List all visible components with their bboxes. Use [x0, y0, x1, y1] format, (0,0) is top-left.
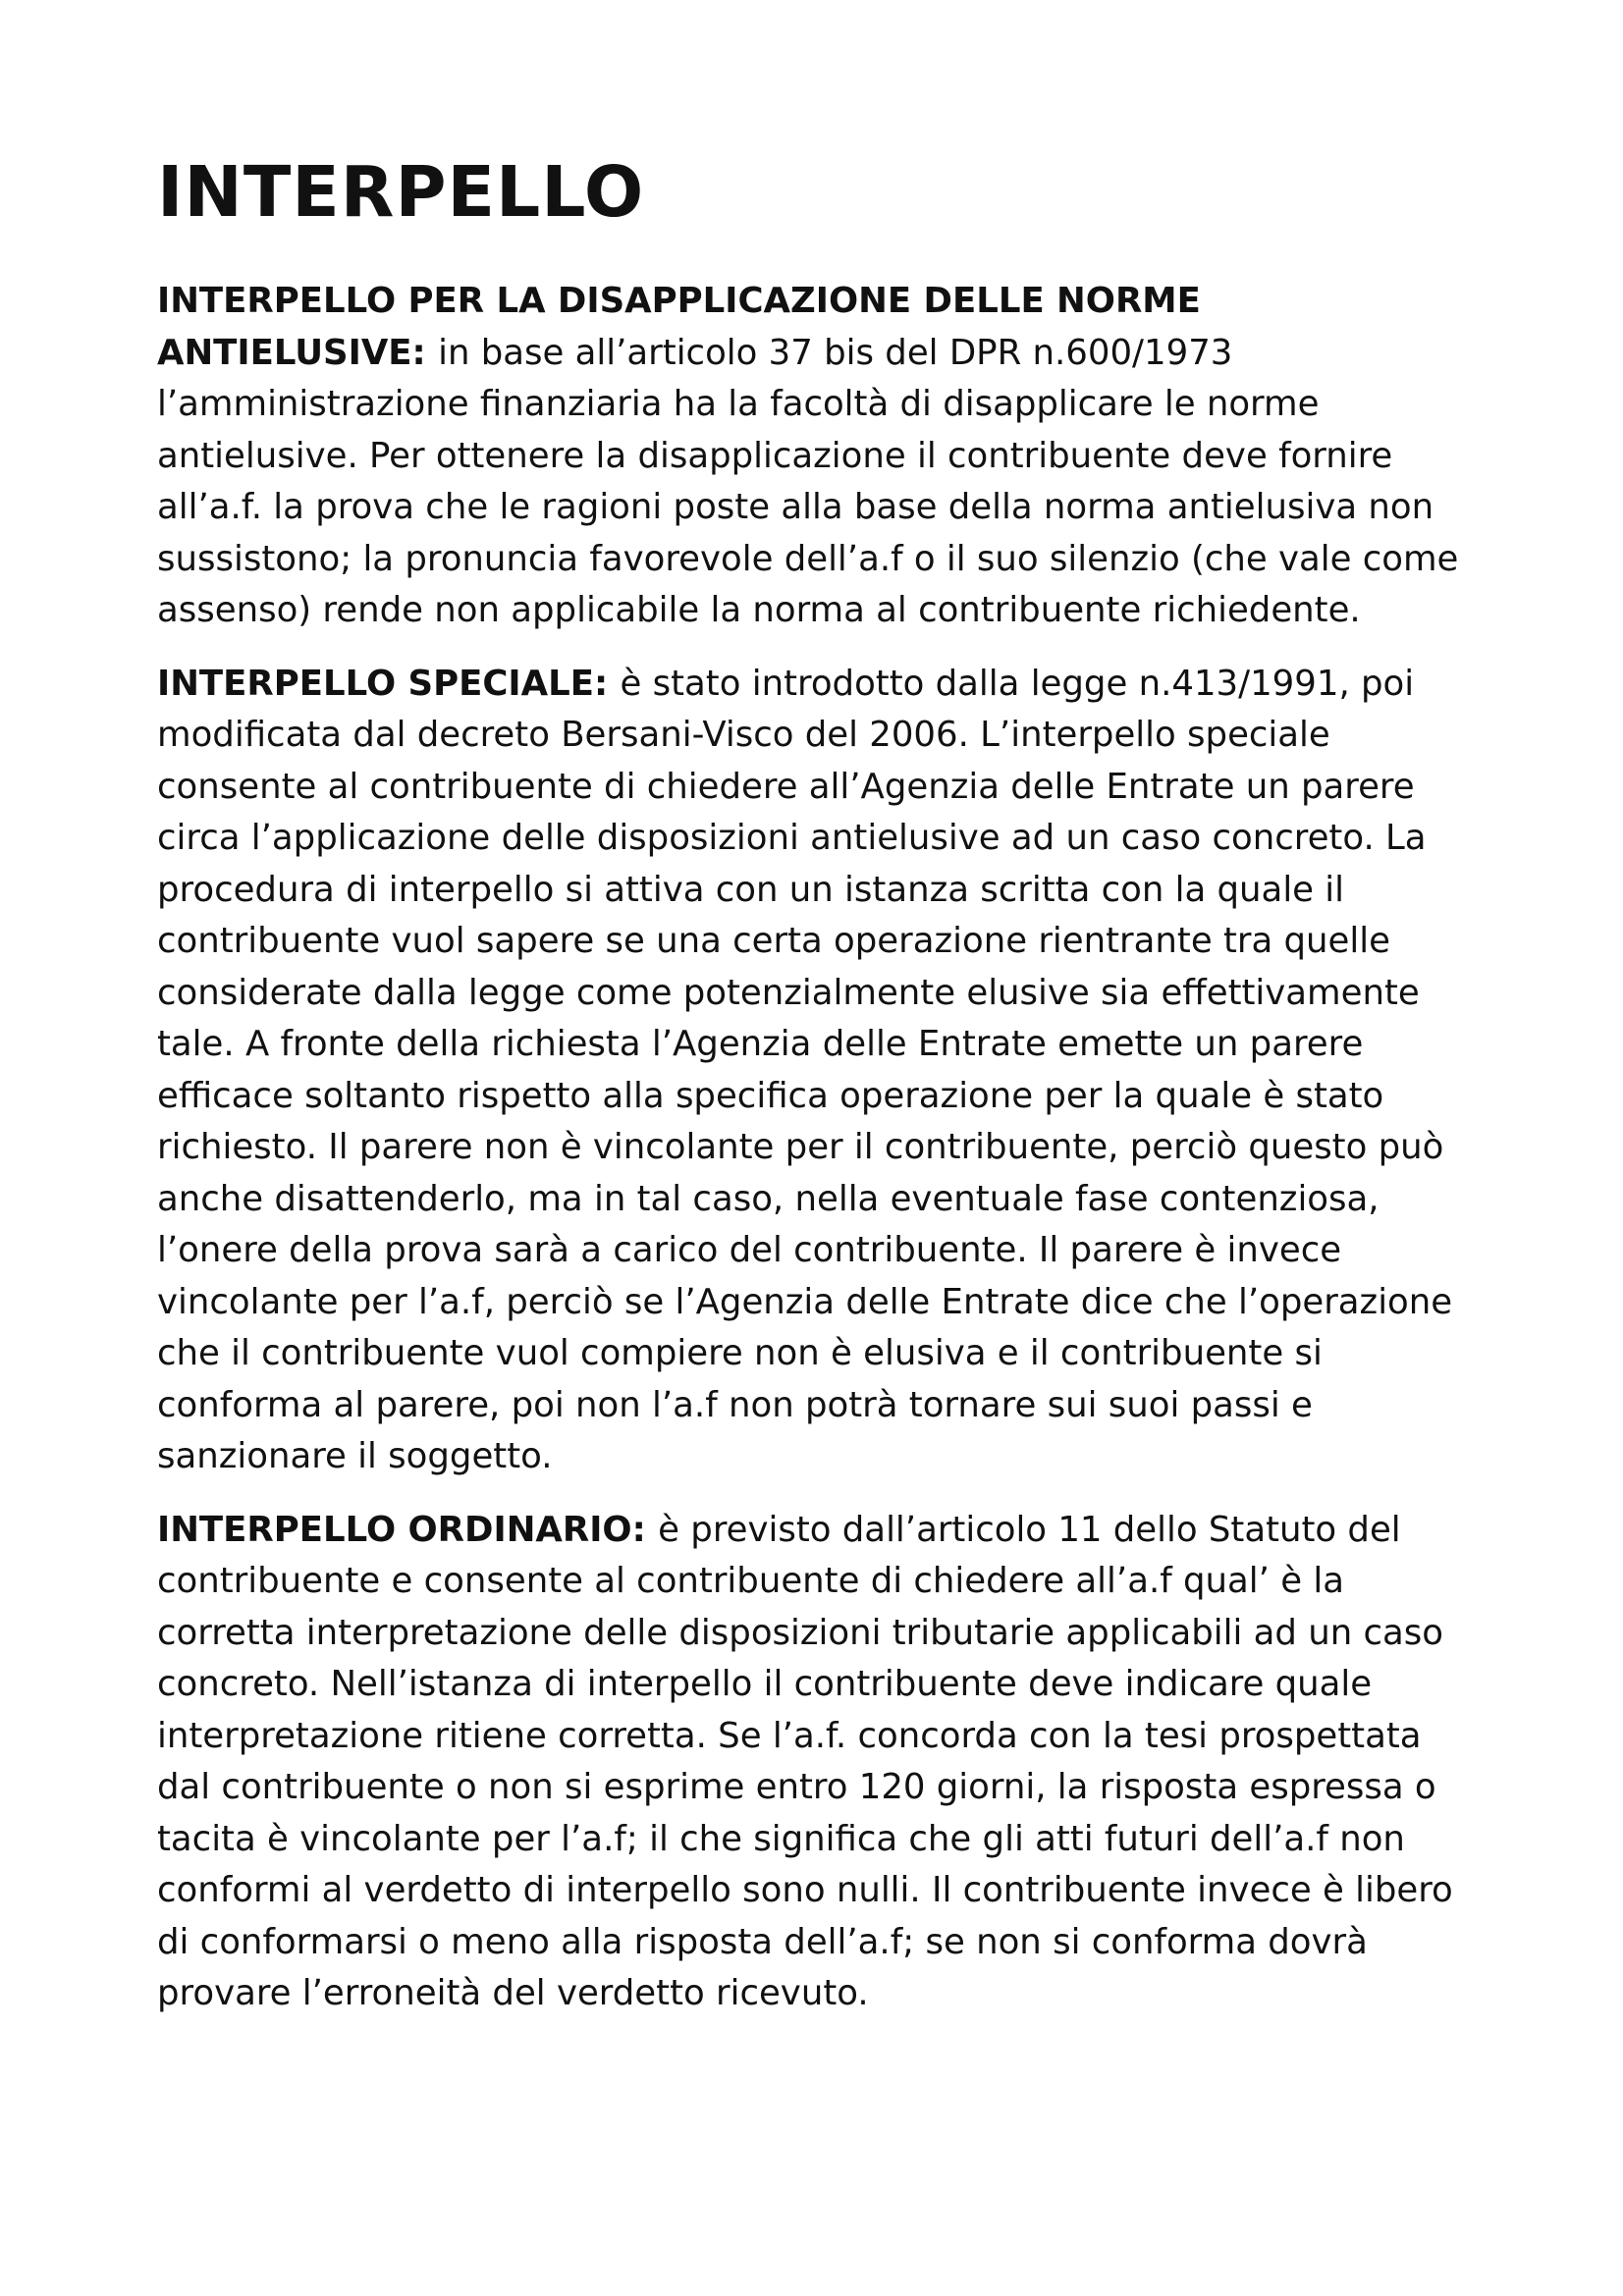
section-body: è previsto dall’articolo 11 dello Statuto del contribuente e consente al contribuente di chiedere all’a.f qual’ è la corretta interpretazione delle disposizioni tributarie applicabili ad un caso concreto. Nell’istanza di interpello il contribuente deve indicare quale interpretazione ritiene corretta. Se l’a.f. concorda con la tesi prospettata dal contribuente o non si esprime entro 120 giorni, la risposta espressa o tacita è vincolante per l’a.f; il che significa che gli atti futuri dell’a.f non conformi al verdetto di interpello sono nulli. Il contribuente invece è libero di conformarsi o meno alla risposta dell’a.f; se non si conforma dovrà provare l’erroneità del verdetto ricevuto. — [157, 1509, 1453, 2013]
section-body: in base all’articolo 37 bis del DPR n.600/1973 l’amministrazione finanziaria ha la facoltà di disapplicare le norme antielusive. Per ottenere la disapplicazione il contribuente deve fornire all’a.f. la prova che le ragioni poste alla base della norma antielusiva non sussistono; la pronuncia favorevole dell’a.f o il suo silenzio (che vale come assenso) rende non applicabile la norma al contribuente richiedente. — [157, 332, 1459, 630]
section-heading: INTERPELLO SPECIALE: — [157, 663, 621, 704]
section-heading: INTERPELLO PER LA DISAPPLICAZIONE DELLE NORME ANTIELUSIVE: — [157, 281, 1201, 373]
document-page — [157, 151, 1478, 2042]
page-title: INTERPELLO — [157, 151, 645, 233]
section-heading: INTERPELLO ORDINARIO: — [157, 1509, 659, 1550]
section-ordinario — [157, 1505, 1478, 2020]
section-body: è stato introdotto dalla legge n.413/1991, poi modificata dal decreto Bersani-Visco del 2006. L’interpello speciale consente al contribuente di chiedere all’Agenzia delle Entrate un parere circa l’applicazione delle disposizioni antielusive ad un caso concreto. La procedura di interpello si attiva con un istanza scritta con la quale il contribuente vuol sapere se una certa operazione rientrante tra quelle considerate dalla legge come potenzialmente elusive sia effettivamente tale. A fronte della richiesta l’Agenzia delle Entrate emette un parere efficace soltanto rispetto alla specifica operazione per la quale è stato richiesto. Il parere non è vincolante per il contribuente, perciò questo può anche disattenderlo, ma in tal caso, nella eventuale fase contenziosa, l’onere della prova sarà a carico del contribuente. Il parere è invece vincolante per l’a.f, perciò se l’Agenzia delle Entrate dice che l’operazione che il contribuente vuol compiere non è elusiva e il contribuente si conforma al parere, poi non l’a.f non potrà tornare sui suoi passi e sanzionare il soggetto. — [157, 663, 1453, 1476]
section-speciale — [157, 659, 1478, 1483]
section-antielusive — [157, 276, 1478, 637]
